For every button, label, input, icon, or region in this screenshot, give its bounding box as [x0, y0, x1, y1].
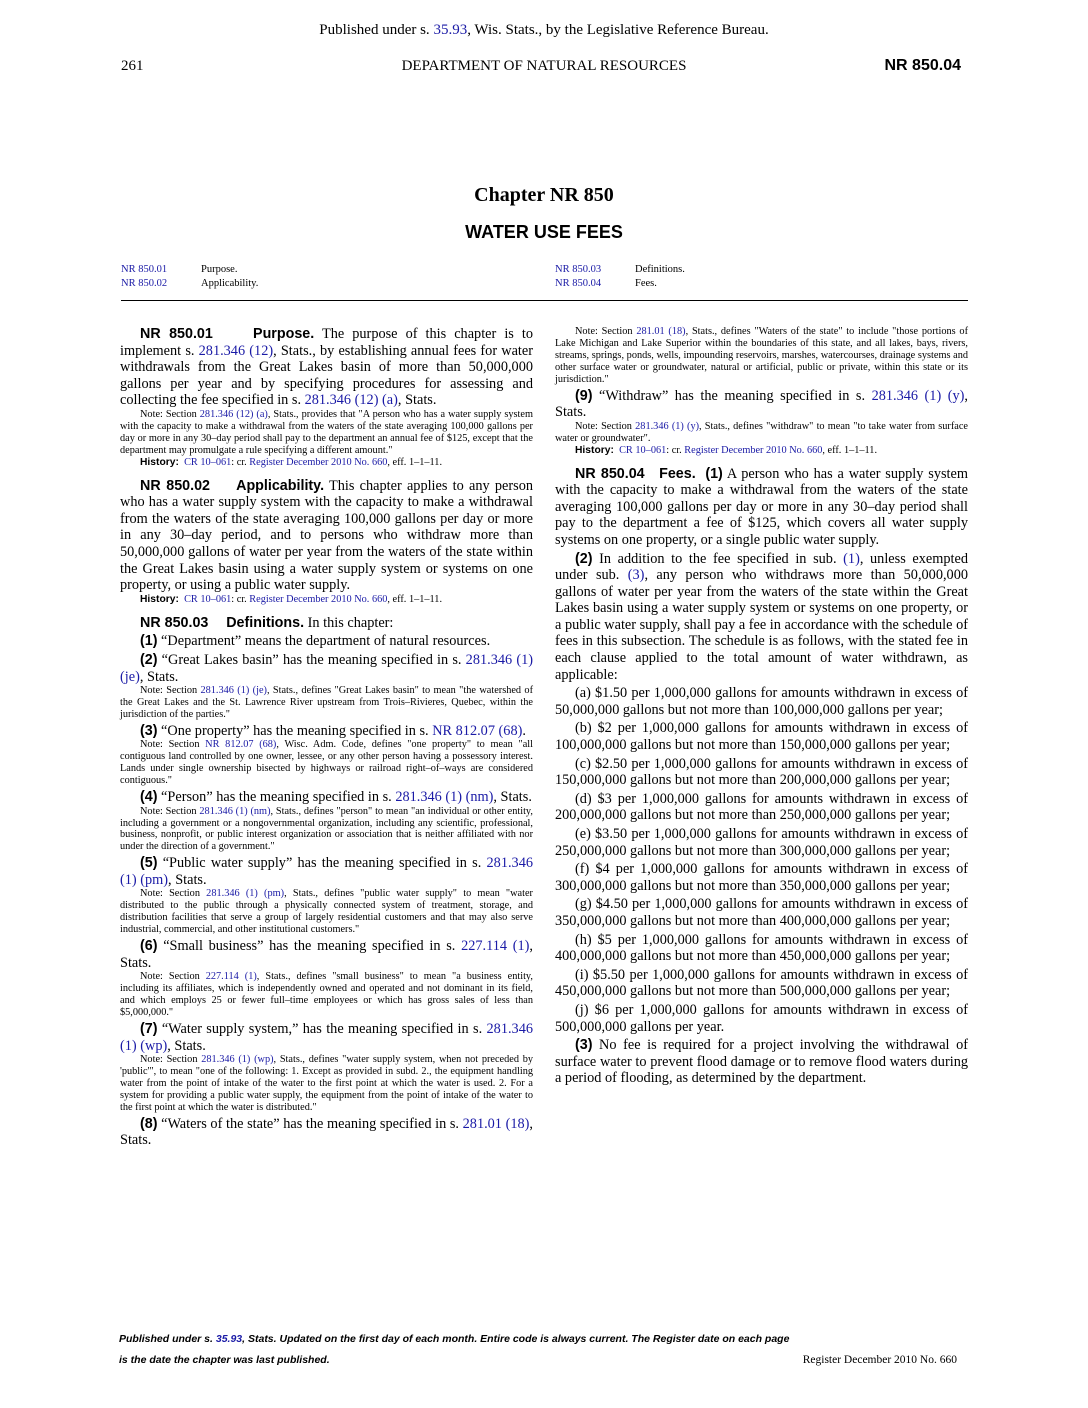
history-850-01	[120, 457, 533, 469]
definition-text: , Stats.	[167, 1037, 206, 1054]
note-label: Note: Section	[575, 326, 637, 337]
history-effective: , eff. 1–1–11.	[387, 456, 443, 468]
footer-line-1	[119, 1329, 939, 1350]
banner-text: Published under s.	[319, 22, 434, 38]
definition-8	[120, 1116, 533, 1149]
section-title: Fees.	[659, 465, 696, 482]
footer-register-date: Register December 2010 No. 660	[802, 1354, 957, 1366]
history-cr-link[interactable]: CR 10–061	[184, 456, 232, 468]
note-link[interactable]: 227.114 (1)	[205, 971, 257, 983]
history-cr-link[interactable]: CR 10–061	[619, 444, 667, 456]
definition-9	[555, 388, 968, 421]
definition-text: , Stats.	[120, 938, 533, 971]
section-title: Purpose.	[253, 326, 315, 342]
definition-text: , Stats.	[555, 387, 968, 421]
section-title: Applicability.	[236, 477, 325, 494]
definition-text: “Person” has the meaning specified in s.	[157, 789, 396, 806]
fee-item-b: (b) $2 per 1,000,000 gallons for amounts withdrawn in excess of 100,000,000 gallons but not more than 150,000,000 gallons per year;	[555, 720, 968, 754]
definition-4	[120, 789, 533, 806]
fee-item-f: (f) $4 per 1,000,000 gallons for amounts withdrawn in excess of 300,000,000 gallons but not more than 350,000,000 gallons per year;	[555, 861, 968, 894]
history-label: History:	[140, 593, 179, 605]
definition-text: “Withdraw” has the meaning specified in s.	[592, 387, 872, 404]
statute-link[interactable]: 281.346 (1) (wp)	[120, 1020, 533, 1054]
footer-line-2: is the date the chapter was last published.	[119, 1354, 330, 1366]
fee-item-e: (e) $3.50 per 1,000,000 gallons for amounts withdrawn in excess of 250,000,000 gallons but not more than 300,000,000 gallons per year;	[555, 826, 968, 859]
history-register-link[interactable]: Register December 2010 No. 660	[249, 456, 388, 468]
note-label: Note: Section	[140, 888, 207, 900]
subsection-number: (5)	[140, 855, 158, 872]
history-label: History:	[575, 444, 614, 456]
note-link[interactable]: 281.346 (1) (y)	[635, 420, 700, 432]
history-text: : cr.	[666, 444, 685, 456]
toc-entry	[555, 263, 685, 277]
section-text: A person who has a water supply system with the capacity to make a withdrawal from the waters of the state averaging 100,000 gallons per day or more in any 30–day period shall pay to the department a fee of $125, which covers all water supply systems on one property, or a single public water supply.	[555, 465, 968, 548]
statute-link[interactable]: 281.346 (1) (y)	[871, 387, 965, 404]
subsection-number: (4)	[140, 789, 158, 806]
toc-entry	[121, 277, 258, 291]
subsection-number: (8)	[140, 1115, 158, 1132]
definition-text: , Stats.	[493, 789, 532, 806]
note-link[interactable]: 281.346 (1) (je)	[200, 685, 267, 697]
section-text: No fee is required for a project involving the withdrawal of surface water to prevent flood damage or to remove flood waters during a period of flooding, as determined by the department.	[555, 1037, 968, 1087]
banner-statute-link[interactable]: 35.93	[433, 22, 468, 38]
section-850-03	[120, 615, 533, 632]
statute-link[interactable]: 281.346 (12) (a)	[304, 392, 398, 409]
note-text: , Stats., defines "public water supply" to mean "water distributed to the public through a physically connected system of treatment, storage, and distribution facilities that serve a group of largely residential customers and that may also serve industrial, commercial, and other institutional customers."	[120, 888, 533, 936]
section-number: NR 850.03	[140, 614, 209, 631]
subsection-link[interactable]: (1)	[843, 550, 860, 567]
note-definition-9	[555, 421, 968, 445]
fee-item-c: (c) $2.50 per 1,000,000 gallons for amounts withdrawn in excess of 150,000,000 gallons but not more than 200,000,000 gallons per year;	[555, 755, 968, 789]
subsection-number: (1)	[705, 465, 723, 482]
history-effective: , eff. 1–1–11.	[387, 593, 443, 605]
note-label: Note: Section	[140, 685, 201, 697]
definition-text: “One property” has the meaning specified in s.	[157, 722, 433, 739]
section-text: , unless exempted under sub.	[555, 550, 968, 584]
chapter-title: Chapter NR 850	[474, 184, 614, 206]
toc-title: Purpose.	[201, 264, 238, 275]
definition-6	[120, 938, 533, 971]
fee-item-h: (h) $5 per 1,000,000 gallons for amounts withdrawn in excess of 400,000,000 gallons but not more than 450,000,000 gallons per year;	[555, 931, 968, 965]
history-register-link[interactable]: Register December 2010 No. 660	[249, 593, 388, 605]
fee-item-g: (g) $4.50 per 1,000,000 gallons for amounts withdrawn in excess of 350,000,000 gallons but not more than 400,000,000 gallons per year;	[555, 896, 968, 929]
definition-text: “Great Lakes basin” has the meaning specified in s.	[157, 651, 466, 668]
toc-link[interactable]: NR 850.01	[121, 264, 168, 275]
subsection-link[interactable]: (3)	[627, 567, 645, 584]
note-text: , Stats., defines "water supply system, when not preceded by 'public'", to mean "one of the following: 1. Except as provided in subd. 2., the equipment handling water from the point of intake of the water to the first point at which the water is used. 2. For a system for providing a public water supply, the equipment from the point of intake of the water to the first point at which the water is distributed."	[120, 1054, 534, 1113]
note-definition-3	[120, 739, 533, 787]
toc-link[interactable]: NR 850.03	[555, 264, 602, 275]
section-text: , Stats.	[397, 392, 437, 409]
toc-link[interactable]: NR 850.04	[555, 278, 602, 289]
definition-text: , Stats.	[120, 1115, 533, 1149]
section-title: Definitions.	[226, 614, 305, 631]
fee-item-a: (a) $1.50 per 1,000,000 gallons for amounts withdrawn in excess of 50,000,000 gallons but not more than 100,000,000 gallons per year;	[555, 685, 968, 718]
chapter-subtitle: WATER USE FEES	[465, 222, 623, 242]
footer-text: , Stats. Updated on the first day of each month. Entire code is always current. The Register date on each page	[242, 1333, 790, 1345]
note-850-01	[120, 409, 533, 457]
section-850-02	[120, 478, 533, 594]
history-850-02	[120, 594, 533, 606]
subsection-number: (6)	[140, 938, 158, 955]
publication-banner	[0, 22, 1088, 39]
note-label: Note: Section	[575, 420, 636, 432]
subsection-number: (7)	[140, 1020, 158, 1037]
note-link[interactable]: 281.01 (18)	[636, 326, 686, 337]
section-text: In this chapter:	[304, 614, 394, 631]
note-link[interactable]: 281.346 (1) (wp)	[201, 1054, 274, 1066]
definition-text: “Public water supply” has the meaning specified in s.	[157, 855, 487, 872]
note-label: Note: Section	[140, 739, 206, 751]
definition-2	[120, 652, 533, 685]
note-link[interactable]: 281.346 (12) (a)	[199, 408, 268, 420]
section-number: NR 850.02	[140, 477, 210, 494]
statute-link[interactable]: 281.346 (12)	[198, 342, 274, 359]
note-text: , Wisc. Adm. Code, defines "one property" to mean "all contiguous land controlled by one owner, lessee, or any other person having a possessory interest. Lands under single ownership bisected by highways or railroad right–of–ways are considered contiguous."	[120, 739, 533, 787]
subsection-number: (3)	[140, 722, 158, 739]
section-850-01	[120, 326, 533, 409]
subsection-number: (2)	[140, 651, 158, 668]
note-text: , Stats., defines "Waters of the state" to include "those portions of Lake Michigan and Lake Superior within the boundaries of this state, and all lakes, bays, rivers, streams, springs, ponds, wells, impounding reservoirs, marshes, watercourses, drainage systems and other surface water or groundwater, natural or artificial, public or private, within this state or its jurisdiction."	[555, 326, 968, 385]
statute-link[interactable]: 281.346 (1) (nm)	[395, 789, 494, 806]
fee-item-i: (i) $5.50 per 1,000,000 gallons for amounts withdrawn in excess of 450,000,000 gallons but not more than 500,000,000 gallons per year;	[555, 966, 968, 1000]
statute-link[interactable]: 281.346 (1) (pm)	[120, 855, 533, 888]
toc-entry	[555, 277, 685, 291]
definition-text: “Water supply system,” has the meaning specified in s.	[157, 1020, 487, 1037]
toc-right-column	[555, 263, 685, 291]
fee-item-d: (d) $3 per 1,000,000 gallons for amounts withdrawn in excess of 200,000,000 gallons but not more than 250,000,000 gallons per year;	[555, 790, 968, 824]
footer-text: Published under s.	[119, 1333, 216, 1345]
definition-5	[120, 855, 533, 888]
note-link[interactable]: NR 812.07 (68)	[205, 739, 277, 751]
toc-title: Fees.	[635, 278, 657, 289]
section-number: NR 850.01	[140, 326, 213, 342]
running-header-section: NR 850.04	[884, 57, 961, 74]
note-definition-2	[120, 685, 533, 721]
note-text: , Stats., provides that "A person who has a water supply system with the capacity to make a withdrawal from the waters of the state averaging 100,000 gallons per day or more in any 30–day period shall pay to the department an annual fee of $125, except that the department may promulgate a rule specifying a different amount."	[120, 408, 534, 456]
definition-7	[120, 1021, 533, 1054]
note-definition-5	[120, 888, 533, 936]
note-definition-7	[120, 1054, 533, 1114]
note-label: Note: Section	[140, 805, 200, 817]
definition-text: “Waters of the state” has the meaning specified in s.	[157, 1115, 463, 1132]
note-text: , Stats., defines "Great Lakes basin" to mean "the watershed of the Great Lakes and the St. Lawrence River upstream from Trois–Rivieres, Quebec, within the jurisdiction of the parties."	[120, 685, 533, 720]
fees-subsection-2	[555, 551, 968, 684]
section-text: This chapter applies to any person who has a water supply system with the capacity to make a withdrawal from the waters of the state averaging 100,000 gallons per day or more in any 30–day period, and to persons who withdraw more than 50,000,000 gallons of water per year from the waters of the state within the Great Lakes basin using a water supply system or systems on one property, or using a public water supply.	[120, 477, 533, 594]
note-label: Note: Section	[140, 408, 200, 420]
right-column	[555, 326, 968, 1087]
toc-link[interactable]: NR 850.02	[121, 278, 168, 289]
note-definition-8	[555, 326, 968, 386]
note-definition-6	[120, 971, 533, 1019]
definition-1	[120, 633, 533, 650]
toc-title: Applicability.	[201, 278, 259, 289]
note-label: Note: Section	[140, 971, 206, 983]
history-850-03	[555, 445, 968, 457]
definition-text: , Stats.	[168, 871, 207, 888]
statute-link[interactable]: 281.01 (18)	[462, 1115, 530, 1132]
definition-text: .	[522, 722, 526, 739]
fee-item-j: (j) $6 per 1,000,000 gallons for amounts withdrawn in excess of 500,000,000 gallons per year.	[555, 1001, 968, 1035]
note-link[interactable]: 281.346 (1) (nm)	[199, 805, 271, 817]
section-850-04	[555, 466, 968, 549]
statute-link[interactable]: 281.346 (1) (je)	[120, 651, 533, 685]
note-label: Note: Section	[140, 1054, 202, 1066]
subsection-number: (3)	[575, 1037, 593, 1054]
history-cr-link[interactable]: CR 10–061	[184, 593, 232, 605]
section-number: NR 850.04	[575, 465, 645, 482]
fees-subsection-3	[555, 1037, 968, 1087]
history-register-link[interactable]: Register December 2010 No. 660	[684, 444, 823, 456]
history-label: History:	[140, 456, 179, 468]
toc-title: Definitions.	[635, 264, 685, 275]
note-text: , Stats., defines "person" to mean "an individual or other entity, including a government or a nongovernmental organization, including any scientific, professional, business, nonprofit, or public interest organization or association that is neither affiliated with nor under the direction of a government."	[120, 805, 533, 853]
subsection-number: (9)	[575, 387, 593, 404]
subsection-number: (1)	[140, 633, 158, 650]
toc-left-column	[121, 263, 258, 291]
section-text: In addition to the fee specified in sub.	[592, 550, 844, 567]
statute-link[interactable]: 227.114 (1)	[461, 938, 530, 955]
section-text: The purpose of this chapter is to implement s.	[120, 326, 534, 359]
history-text: : cr.	[231, 456, 250, 468]
code-link[interactable]: NR 812.07 (68)	[432, 722, 523, 739]
page-number: 261	[121, 58, 144, 74]
running-header-department: DEPARTMENT OF NATURAL RESOURCES	[401, 58, 687, 74]
definition-text: “Department” means the department of natural resources.	[157, 633, 491, 650]
note-definition-4	[120, 806, 533, 854]
toc-entry	[121, 263, 258, 277]
toc-divider	[121, 300, 968, 301]
section-text: , Stats., by establishing annual fees for water withdrawals from the Great Lakes basin of more than 50,000,000 gallons per year and by specifying procedures for assessing and collecting the fee specified in s.	[120, 342, 533, 409]
banner-text-end: , Wis. Stats., by the Legislative Reference Bureau.	[467, 22, 769, 38]
history-text: : cr.	[231, 593, 250, 605]
note-link[interactable]: 281.346 (1) (pm)	[206, 888, 285, 900]
history-effective: , eff. 1–1–11.	[822, 444, 878, 456]
definition-3	[120, 723, 533, 740]
definition-text: , Stats.	[139, 668, 179, 685]
left-column	[120, 326, 533, 1149]
subsection-number: (2)	[575, 550, 593, 567]
definition-text: “Small business” has the meaning specified in s.	[157, 938, 462, 955]
footer-statute-link[interactable]: 35.93	[215, 1333, 243, 1345]
note-text: , Stats., defines "withdraw" to mean "to take water from surface water or groundwater".	[555, 420, 968, 444]
section-text: , any person who withdraws more than 50,000,000 gallons of water per year from the waters of the state within the Great Lakes basin using a water supply system or systems on one property, or a public water supply, shall pay a fee in accordance with the schedule of fees in this subsection. The schedule is as follows, with the stated fee in each clause applied to the total amount of water withdrawn, as applicable:	[555, 567, 968, 683]
note-text: , Stats., defines "small business" to mean "a business entity, including its affiliates, which is independently owned and operated and not dominant in its field, and which employs 25 or fewer full–time employees or which has gross sales of less than $5,000,000."	[120, 971, 533, 1018]
